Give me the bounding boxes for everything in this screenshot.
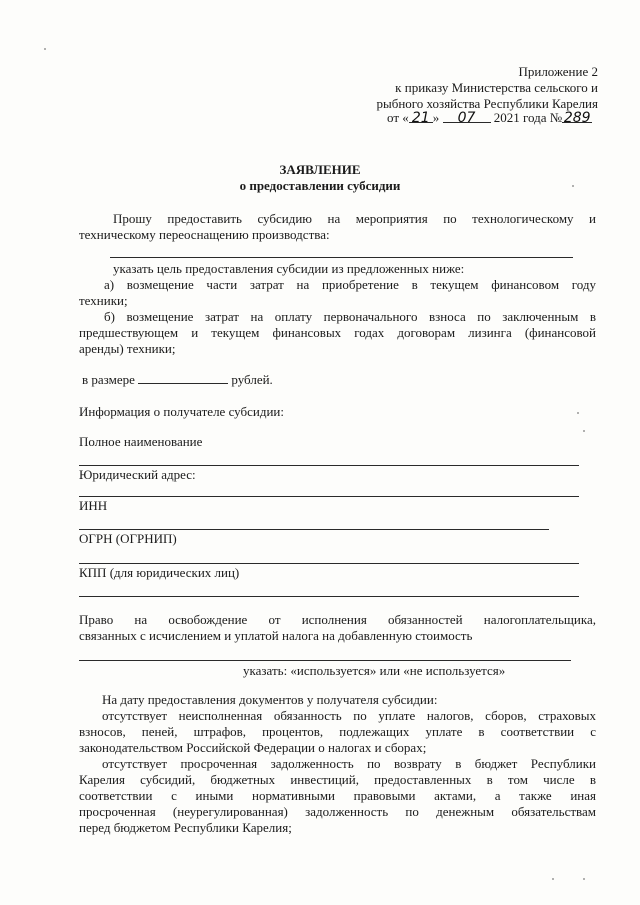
address-fill-line [79, 496, 579, 497]
statements-intro: На дату предоставления документов у получателя субсидии: [102, 692, 438, 707]
statement-2-line-4: просроченная (неурегулированная) задолженность по денежным обязательствам [79, 804, 596, 819]
request-text-line-1: Прошу предоставить субсидию на мероприятия по технологическому и [113, 211, 596, 226]
scan-speck [583, 878, 585, 880]
appendix-label: Приложение 2 [518, 64, 598, 79]
kpp-label: КПП (для юридических лиц) [79, 565, 240, 580]
inn-label: ИНН [79, 498, 108, 513]
purpose-fill-line [110, 257, 573, 258]
document-title: ЗАЯВЛЕНИЕ [279, 162, 361, 177]
vat-hint: указать: «используется» или «не используется» [243, 663, 506, 678]
full-name-fill-line [79, 465, 579, 466]
amount-suffix: рублей. [231, 372, 273, 387]
number-sign: № [549, 110, 563, 125]
amount-line [82, 371, 273, 388]
statement-1-line-1: отсутствует неисполненная обязанность по уплате налогов, сборов, страховых [102, 708, 596, 723]
year-text: 2021 года [493, 110, 547, 125]
request-text-line-2: техническому переоснащению производства: [79, 227, 330, 242]
quote-close: » [432, 110, 440, 125]
vat-fill-line [79, 660, 571, 661]
address-label: Юридический адрес: [79, 467, 196, 482]
scan-speck [583, 430, 585, 432]
order-date-line [387, 110, 592, 126]
quote-open: « [402, 110, 409, 125]
statement-1-line-2: взносов, пеней, штрафов, процентов, подлежащих уплате в соответствии с [79, 724, 596, 739]
inn-fill-line [79, 529, 549, 530]
option-b-line-1: б) возмещение затрат на оплату первоначального взноса по заключенным в [104, 309, 596, 324]
from-label: от [387, 110, 400, 125]
option-a-line-1: а) возмещение части затрат на приобретение в текущем финансовом году [104, 277, 596, 292]
statement-2-line-2: Карелия субсидий, бюджетных инвестиций, предоставленных в том числе в [79, 772, 596, 787]
statement-2-line-5: перед бюджетом Республики Карелия; [79, 820, 292, 835]
order-line-2: рыбного хозяйства Республики Карелия [376, 96, 598, 111]
recipient-heading: Информация о получателе субсидии: [79, 404, 284, 419]
purpose-hint: указать цель предоставления субсидии из предложенных ниже: [113, 261, 465, 276]
handwritten-day: 21 [411, 110, 430, 126]
scan-speck [44, 48, 46, 50]
handwritten-month: 07 [457, 110, 476, 126]
statement-2-line-3: соответствии с иными нормативными правовыми актами, а также иная [79, 788, 596, 803]
document-subtitle: о предоставлении субсидии [239, 178, 401, 193]
scan-speck [552, 878, 554, 880]
ogrn-fill-line [79, 563, 579, 564]
vat-text-line-1: Право на освобождение от исполнения обязанностей налогоплательщика, [79, 612, 596, 627]
kpp-fill-line [79, 596, 579, 597]
option-b-line-3: аренды) техники; [79, 341, 176, 356]
amount-prefix: в размере [82, 372, 135, 387]
scan-speck [577, 412, 579, 414]
ogrn-label: ОГРН (ОГРНИП) [79, 531, 177, 546]
statement-1-line-3: законодательством Российской Федерации о налогах и сборах; [79, 740, 427, 755]
full-name-label: Полное наименование [79, 434, 203, 449]
statement-2-line-1: отсутствует просроченная задолженность по возврату в бюджет Республики [102, 756, 596, 771]
option-a-line-2: техники; [79, 293, 128, 308]
option-b-line-2: предшествующем и текущем финансовых годах договорам лизинга (финансовой [79, 325, 596, 340]
handwritten-number: 289 [563, 110, 591, 126]
order-line-1: к приказу Министерства сельского и [395, 80, 598, 95]
vat-text-line-2: связанных с исчислением и уплатой налога на добавленную стоимость [79, 628, 473, 643]
